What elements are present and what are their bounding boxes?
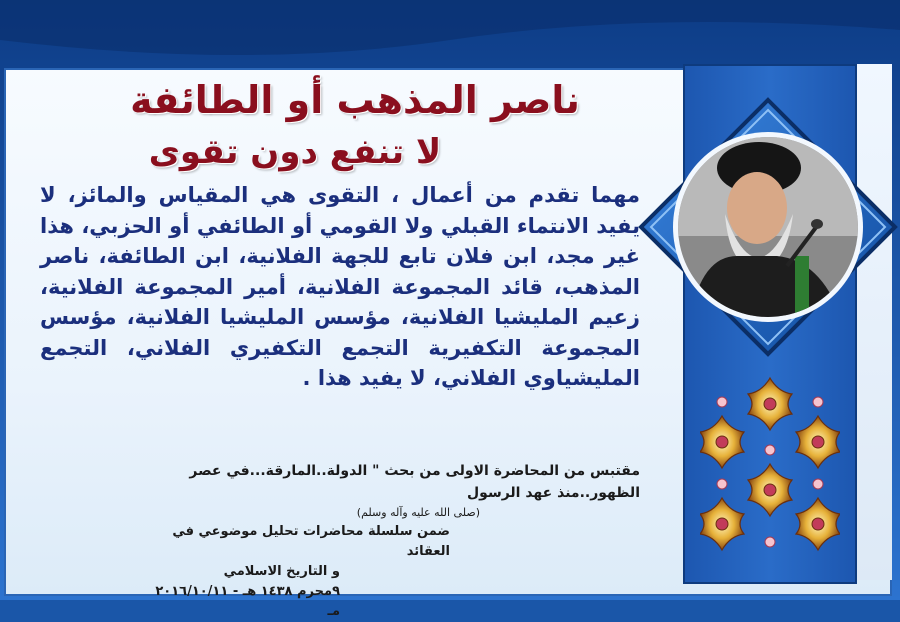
footer-series: ضمن سلسلة محاضرات تحليل موضوعي في العقائد — [172, 524, 450, 559]
title-line-1: ناصر المذهب أو الطائفة — [130, 78, 580, 122]
title-line-2: لا تنفع دون تقوى — [148, 132, 442, 172]
footer-source: مقتبس من المحاضرة الاولى من بحث " الدولة..المارقة...في عصر الظهور..منذ عهد الرسول — [189, 463, 640, 501]
footer-citation — [140, 460, 640, 622]
arabesque-ornament — [700, 372, 840, 572]
portrait-photo — [667, 126, 877, 336]
portrait-diamond-frame — [637, 96, 899, 358]
footer-series-2: و التاريخ الاسلامي — [223, 564, 340, 579]
footer-date: ٩محرم ١٤٣٨ هـ - ٢٠١٦/١٠/١١ مـ — [155, 584, 340, 619]
footer-salutation: (صلى الله عليه وآله وسلم) — [356, 506, 480, 519]
body-paragraph: مهما تقدم من أعمال ، التقوى هي المقياس والمائز، لا يفيد الانتماء القبلي ولا القومي أو الطائفي أو الحزبي، هذا غير مجد، ابن فلان تابع للجهة الفلانية، ابن الطائفة، ناصر المذهب، قائد المجموعة الفلانية، أمير المجموعة الفلانية، زعيم المليشيا الفلانية، مؤسس المليشيا الفلانية، مؤسس المجموعة التكفيرية التجمع التكفيري الفلاني، التجمع المليشياوي الفلاني، لا يفيد هذا . — [40, 183, 640, 390]
